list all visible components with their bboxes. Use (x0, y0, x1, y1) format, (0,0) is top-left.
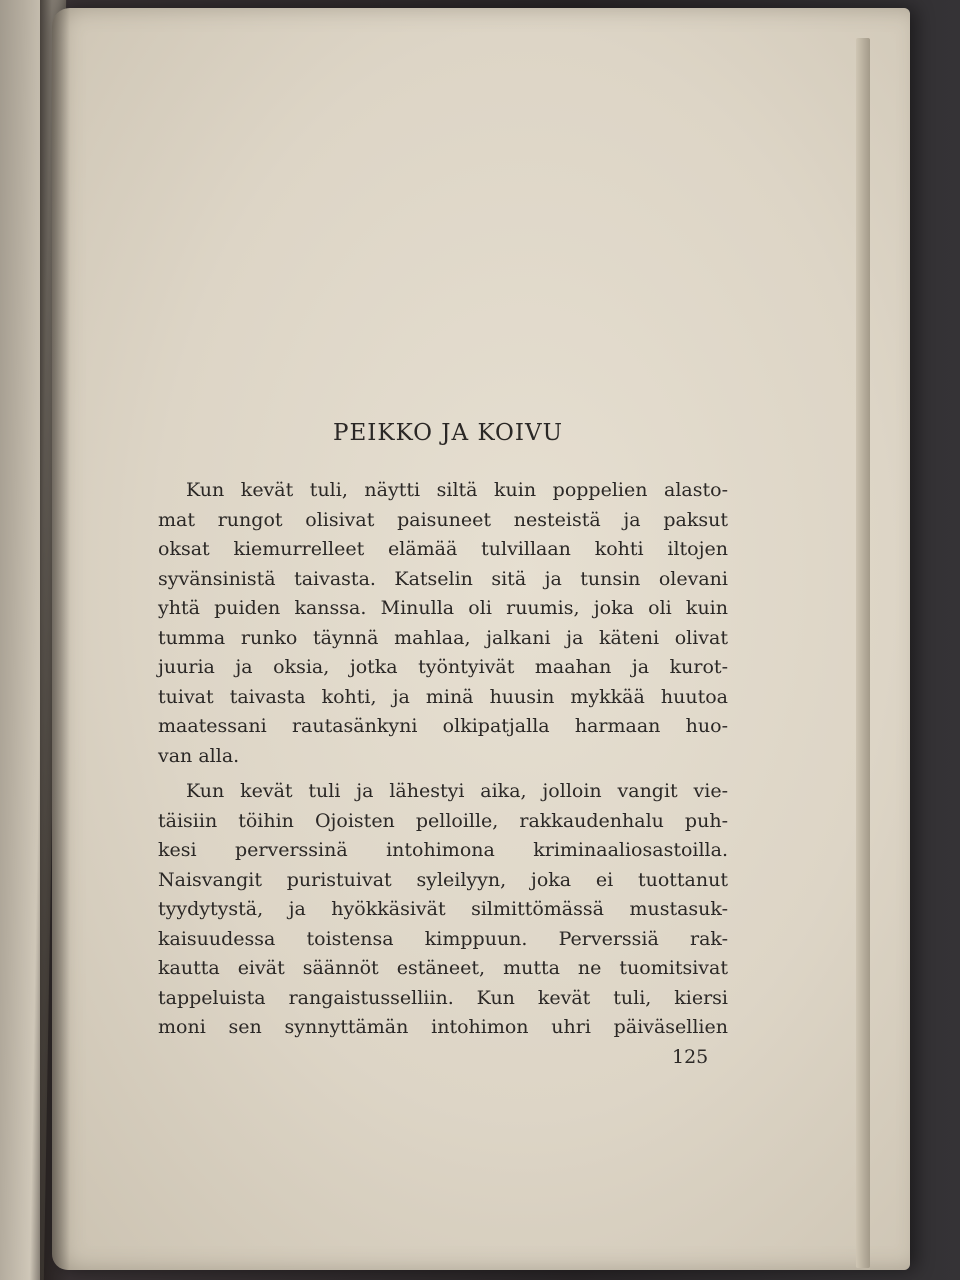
text-line: oksat kiemurrelleet elämää tulvillaan kohti iltojen (158, 538, 728, 560)
chapter-title: PEIKKO JA KOIVU (333, 420, 563, 446)
paragraph-1 (158, 476, 728, 771)
text-line: syvänsinistä taivasta. Katselin sitä ja tunsin olevani (158, 567, 728, 590)
text-line: moni sen synnyttämän intohimon uhri päiväsellien (158, 1016, 728, 1038)
text-line: tumma runko täynnä mahlaa, jalkani ja käteni olivat (158, 626, 728, 649)
text-line: van alla. (158, 744, 240, 767)
text-line: Naisvangit puristuivat syleilyyn, joka ei tuottanut (158, 868, 728, 891)
text-line: kesi perverssinä intohimona kriminaaliosastoilla. (158, 839, 728, 861)
text-line: täisiin töihin Ojoisten pelloille, rakkaudenhalu puh- (158, 809, 728, 832)
gutter-shadow (40, 0, 70, 1280)
text-line: tappeluista rangaistusselliin. Kun kevät tuli, kiersi (158, 986, 728, 1009)
text-line: tyydytystä, ja hyökkäsivät silmittömässä mustasuk- (158, 898, 728, 920)
text-line: yhtä puiden kanssa. Minulla oli ruumis, joka oli kuin (158, 597, 728, 619)
text-line: kaisuudessa toistensa kimppuun. Perverssiä rak- (158, 927, 728, 950)
text-line: Kun kevät tuli ja lähestyi aika, jolloin vangit vie- (186, 780, 728, 802)
paragraph-2 (158, 777, 728, 1043)
page-stack-edge (856, 38, 870, 1268)
text-line: Kun kevät tuli, näytti siltä kuin poppelien alasto- (186, 479, 728, 501)
text-line: tuivat taivasta kohti, ja minä huusin mykkää huutoa (158, 685, 728, 708)
text-line: mat rungot olisivat paisuneet nesteistä ja paksut (158, 508, 728, 531)
text-line: kautta eivät säännöt estäneet, mutta ne tuomitsivat (158, 957, 728, 979)
text-line: juuria ja oksia, jotka työntyivät maahan ja kurot- (158, 656, 728, 678)
page-content (158, 420, 728, 1043)
page-number: 125 (672, 1046, 709, 1068)
text-line: maatessani rautasänkyni olkipatjalla harmaan huo- (158, 715, 728, 737)
